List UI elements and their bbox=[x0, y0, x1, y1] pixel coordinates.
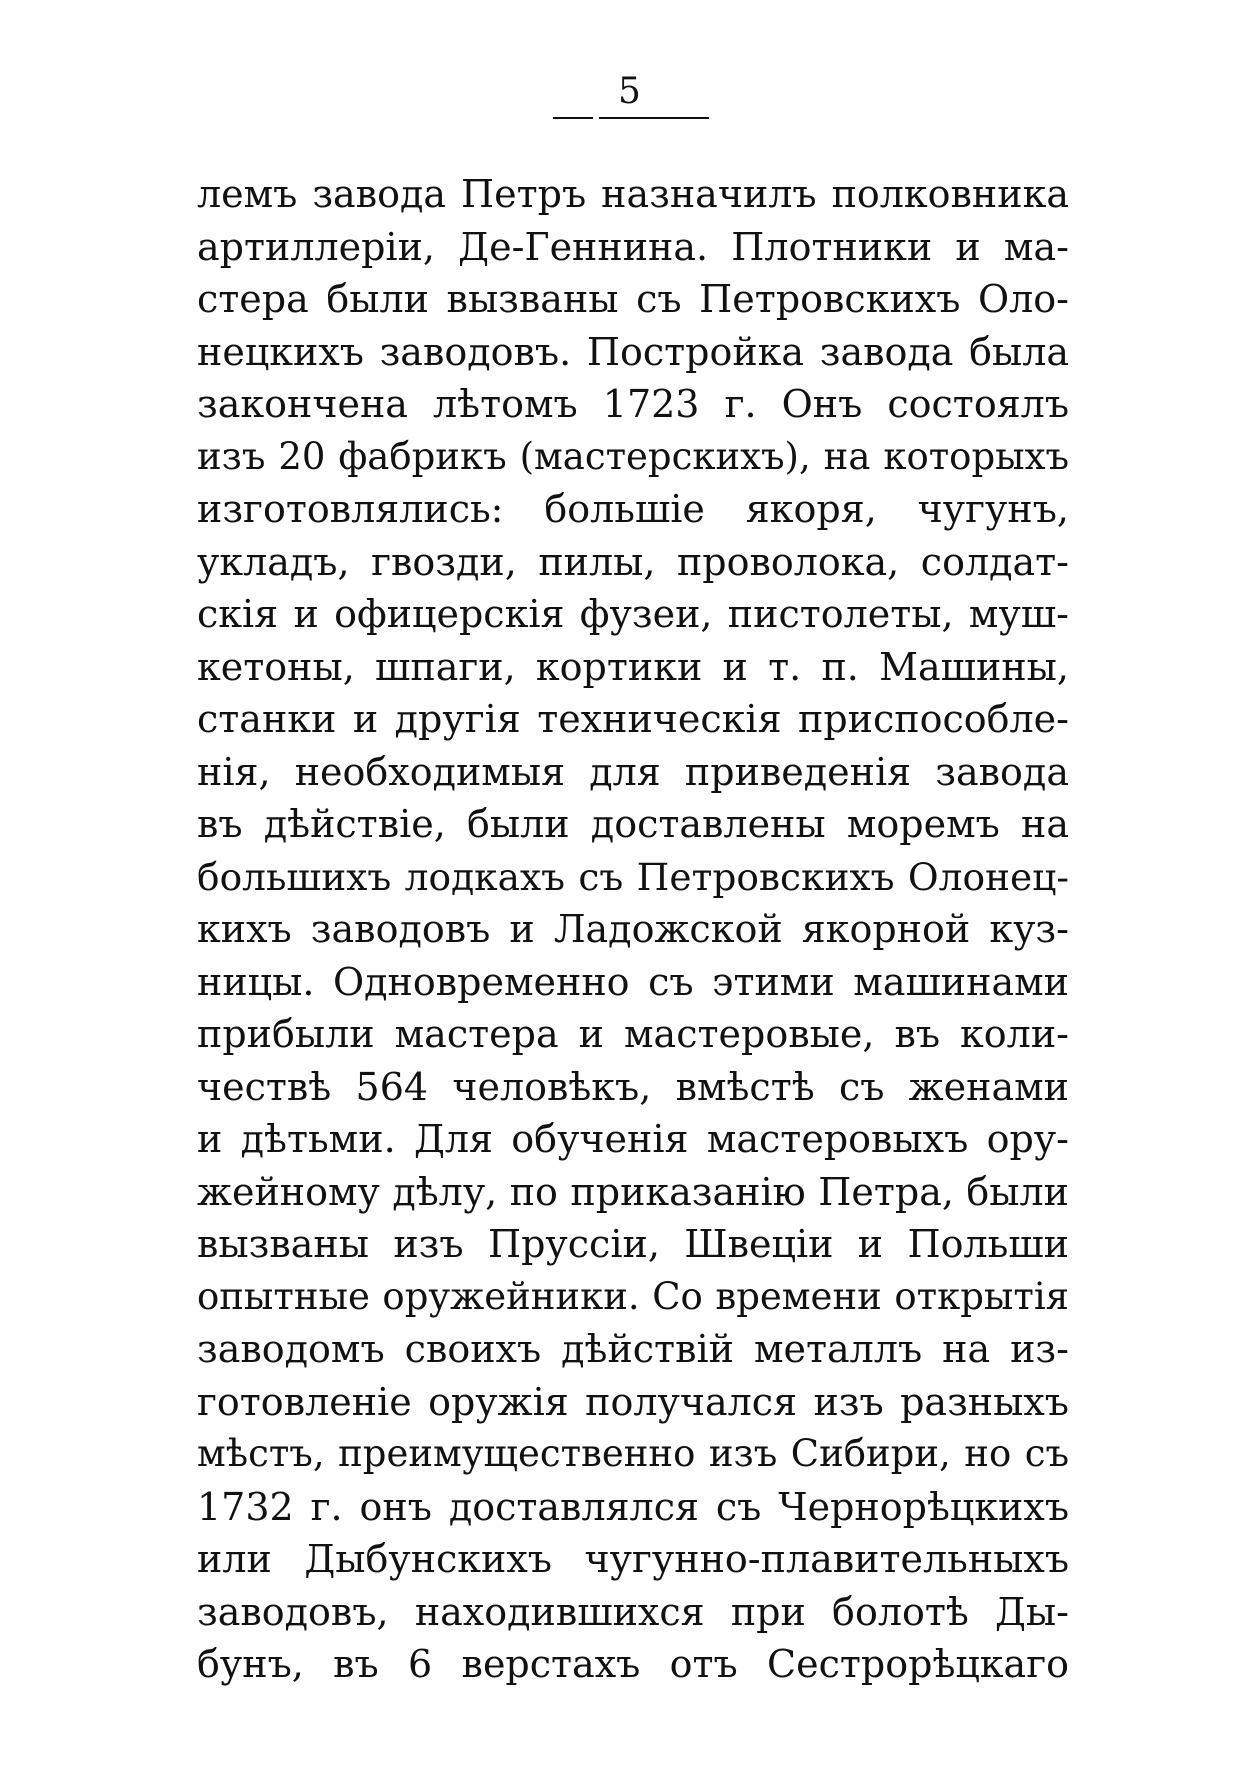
text-line: въ дѣйствіе, были доставлены моремъ на bbox=[197, 802, 1069, 846]
text-line: мѣстъ, преимущественно изъ Сибири, но съ bbox=[197, 1432, 1069, 1475]
text-line: нія, необходимыя для приведенія завода bbox=[197, 749, 1069, 794]
text-line: стера были вызваны съ Петровскихъ Оло- bbox=[197, 277, 1069, 321]
text-line: изъ 20 фабрикъ (мастерскихъ), на которыхъ bbox=[197, 434, 1069, 478]
text-line: скія и офицерскія фузеи, пистолеты, муш- bbox=[197, 592, 1069, 636]
text-line: или Дыбунскихъ чугунно-плавительныхъ bbox=[197, 1537, 1069, 1581]
text-line: бунъ, въ 6 верстахъ отъ Сестрорѣцкаго bbox=[197, 1642, 1069, 1686]
text-line: опытные оружейники. Со времени открытія bbox=[197, 1274, 1069, 1318]
text-line: жейному дѣлу, по приказанію Петра, были bbox=[197, 1169, 1069, 1214]
text-line: кетоны, шпаги, кортики и т. п. Машины, bbox=[197, 644, 1069, 689]
text-line: прибыли мастера и мастеровые, въ коли- bbox=[197, 1012, 1069, 1056]
text-line: закончена лѣтомъ 1723 г. Онъ состоялъ bbox=[197, 382, 1069, 426]
text-line: кихъ заводовъ и Ладожской якорной куз- bbox=[197, 907, 1069, 951]
text-line: артиллеріи, Де-Геннина. Плотники и ма- bbox=[197, 224, 1069, 269]
text-line: 1732 г. онъ доставлялся съ Чернорѣцкихъ bbox=[197, 1484, 1069, 1529]
text-line: нецкихъ заводовъ. Постройка завода была bbox=[197, 329, 1069, 374]
text-line: лемъ завода Петръ назначилъ полковника bbox=[197, 172, 1069, 216]
header-rule bbox=[553, 117, 709, 119]
text-line: станки и другія техническія приспособле- bbox=[197, 697, 1069, 741]
text-line: изготовлялись: большіе якоря, чугунъ, bbox=[197, 487, 1069, 531]
text-line: ницы. Одновременно съ этими машинами bbox=[197, 959, 1069, 1004]
text-line: и дѣтьми. Для обученія мастеровыхъ ору- bbox=[197, 1117, 1069, 1161]
page-number: 5 bbox=[618, 71, 641, 112]
body-text bbox=[197, 168, 1069, 1691]
text-line: большихъ лодкахъ съ Петровскихъ Олонец- bbox=[197, 854, 1069, 899]
text-line: вызваны изъ Пруссіи, Швеціи и Польши bbox=[197, 1222, 1069, 1266]
text-line: чествѣ 564 человѣкъ, вмѣстѣ съ женами bbox=[197, 1064, 1069, 1109]
text-line: заводомъ своихъ дѣйствій металлъ на из- bbox=[197, 1327, 1069, 1371]
text-line: заводовъ, находившихся при болотѣ Ды- bbox=[197, 1589, 1069, 1634]
text-line: готовленіе оружія получался изъ разныхъ bbox=[197, 1379, 1069, 1424]
text-line: укладъ, гвозди, пилы, проволока, солдат- bbox=[197, 539, 1069, 584]
